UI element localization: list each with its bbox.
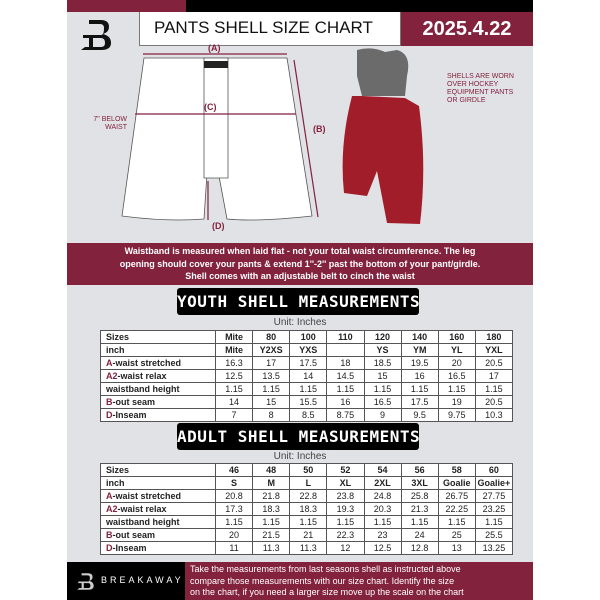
worn-over-note: SHELLS ARE WORN OVER HOCKEY EQUIPMENT PANTS OR GIRDLE: [447, 73, 514, 104]
table-cell: 1.15: [253, 383, 290, 396]
measurement-name: inch: [106, 477, 125, 488]
table-cell: YS: [364, 344, 401, 357]
table-cell: 16.3: [216, 357, 253, 370]
measurement-name: -waist relax: [117, 503, 167, 514]
table-cell: 15: [253, 396, 290, 409]
top-bar: [67, 0, 533, 12]
table-cell: 1.15: [216, 383, 253, 396]
table-cell: 17.3: [216, 503, 253, 516]
table-cell: 11: [216, 542, 253, 555]
table-cell: 1.15: [327, 516, 364, 529]
table-cell: L: [290, 477, 327, 490]
table-cell: 15: [364, 370, 401, 383]
table-cell: 18: [327, 357, 364, 370]
table-cell: 2XL: [364, 477, 401, 490]
table-cell: 18.5: [364, 357, 401, 370]
table-cell: 12.8: [401, 542, 438, 555]
table-row: [101, 529, 513, 542]
row-label: [101, 503, 216, 516]
measurement-code: B: [106, 396, 113, 407]
table-cell: 1.15: [475, 383, 512, 396]
table-cell: 52: [327, 464, 364, 477]
table-cell: 1.15: [401, 383, 438, 396]
table-cell: 56: [401, 464, 438, 477]
table-row: [101, 464, 513, 477]
measurement-name: inch: [106, 344, 125, 355]
adult-section-title: ADULT SHELL MEASUREMENTS: [177, 423, 419, 450]
table-cell: 20: [216, 529, 253, 542]
measurement-code: A: [106, 357, 113, 368]
table-cell: Y2XS: [253, 344, 290, 357]
table-row: [101, 344, 513, 357]
row-label: [101, 383, 216, 396]
table-cell: Mite: [216, 344, 253, 357]
table-cell: 13.5: [253, 370, 290, 383]
table-cell: 7: [216, 409, 253, 422]
table-cell: 46: [216, 464, 253, 477]
table-cell: 19.5: [401, 357, 438, 370]
table-cell: 9.75: [438, 409, 475, 422]
table-cell: 11.3: [290, 542, 327, 555]
table-cell: 21.5: [253, 529, 290, 542]
youth-size-table: [100, 330, 513, 422]
measurement-name: -waist stretched: [112, 357, 182, 368]
table-cell: 180: [475, 331, 512, 344]
row-label: [101, 396, 216, 409]
table-row: [101, 331, 513, 344]
table-cell: 9.5: [401, 409, 438, 422]
table-cell: 8.75: [327, 409, 364, 422]
table-cell: 1.15: [438, 383, 475, 396]
table-row: [101, 542, 513, 555]
footer: [67, 562, 533, 600]
table-cell: 16: [327, 396, 364, 409]
measurement-name: -Inseam: [112, 409, 147, 420]
footer-instructions: Take the measurements from last seasons shell as instructed above compare those measurements with our size chart. Identify the size on the chart, if you need a larger size move up the scale on the chart: [185, 562, 533, 600]
table-cell: 1.15: [253, 516, 290, 529]
row-label: [101, 409, 216, 422]
table-cell: M: [253, 477, 290, 490]
table-cell: 27.75: [475, 490, 512, 503]
measurement-name: -out seam: [112, 396, 156, 407]
table-cell: 22.25: [438, 503, 475, 516]
table-cell: YM: [401, 344, 438, 357]
table-cell: 12.5: [364, 542, 401, 555]
measurement-code: A2: [106, 370, 118, 381]
table-cell: 26.75: [438, 490, 475, 503]
table-cell: 60: [475, 464, 512, 477]
table-cell: 20.5: [475, 357, 512, 370]
youth-section-title: YOUTH SHELL MEASUREMENTS: [177, 288, 419, 315]
table-cell: 21.3: [401, 503, 438, 516]
table-cell: 58: [438, 464, 475, 477]
table-cell: 12: [327, 542, 364, 555]
table-cell: 21: [290, 529, 327, 542]
table-row: [101, 477, 513, 490]
table-cell: 140: [401, 331, 438, 344]
table-cell: 20.8: [216, 490, 253, 503]
table-cell: 15.5: [290, 396, 327, 409]
table-cell: YL: [438, 344, 475, 357]
table-cell: 110: [327, 331, 364, 344]
table-cell: YXL: [475, 344, 512, 357]
row-label: [101, 357, 216, 370]
table-cell: 21.8: [253, 490, 290, 503]
table-cell: Mite: [216, 331, 253, 344]
brand-logo-icon: [75, 571, 97, 593]
table-row: [101, 516, 513, 529]
table-cell: 17: [253, 357, 290, 370]
measurement-name: Sizes: [106, 331, 130, 342]
table-cell: 1.15: [216, 516, 253, 529]
table-row: [101, 409, 513, 422]
table-cell: 14.5: [327, 370, 364, 383]
table-cell: 1.15: [290, 516, 327, 529]
label-b: (B): [313, 124, 326, 134]
measurement-diagram: [67, 43, 533, 243]
table-cell: 1.15: [401, 516, 438, 529]
row-label: [101, 331, 216, 344]
table-cell: Goalie: [438, 477, 475, 490]
table-cell: 100: [290, 331, 327, 344]
table-cell: 22.3: [327, 529, 364, 542]
table-cell: 17.5: [290, 357, 327, 370]
hockey-shell-photo: [343, 48, 424, 224]
table-cell: 50: [290, 464, 327, 477]
measurement-name: waistband height: [106, 516, 180, 527]
table-cell: 160: [438, 331, 475, 344]
below-waist-note: 7" BELOW WAIST: [93, 116, 127, 131]
size-chart-page: [67, 0, 533, 600]
table-cell: 23.8: [327, 490, 364, 503]
measurement-code: D: [106, 542, 113, 553]
measuring-info-band: Waistband is measured when laid flat - not your total waist circumference. The leg opening should cover your pants & extend 1''-2'' past the bottom of your pant/girdle. Shell comes with an adjustable belt to cinch the waist: [67, 243, 533, 285]
table-cell: 22.8: [290, 490, 327, 503]
label-a: (A): [208, 43, 221, 53]
row-label: [101, 542, 216, 555]
table-cell: 25.5: [475, 529, 512, 542]
table-cell: 17.5: [401, 396, 438, 409]
table-cell: [327, 344, 364, 357]
youth-unit-label: Unit: Inches: [273, 317, 327, 328]
table-row: [101, 503, 513, 516]
table-cell: 16.5: [438, 370, 475, 383]
table-cell: 25.8: [401, 490, 438, 503]
table-cell: 19: [438, 396, 475, 409]
table-cell: 1.15: [438, 516, 475, 529]
measurement-name: -out seam: [112, 529, 156, 540]
row-label: [101, 477, 216, 490]
row-label: [101, 464, 216, 477]
table-cell: 8: [253, 409, 290, 422]
adult-unit-label: Unit: Inches: [273, 451, 327, 462]
table-cell: 120: [364, 331, 401, 344]
table-cell: 12.5: [216, 370, 253, 383]
row-label: [101, 344, 216, 357]
measurement-code: B: [106, 529, 113, 540]
table-cell: 14: [216, 396, 253, 409]
table-cell: S: [216, 477, 253, 490]
table-cell: 20.5: [475, 396, 512, 409]
table-cell: 11.3: [253, 542, 290, 555]
table-row: [101, 490, 513, 503]
footer-brand: [67, 562, 185, 600]
table-cell: 23.25: [475, 503, 512, 516]
table-cell: 20.3: [364, 503, 401, 516]
table-cell: 24.8: [364, 490, 401, 503]
measurement-name: -Inseam: [112, 542, 147, 553]
measurement-name: -waist stretched: [112, 490, 182, 501]
table-cell: 3XL: [401, 477, 438, 490]
label-d: (D): [212, 221, 225, 231]
adult-size-table: [100, 463, 513, 555]
table-cell: YXS: [290, 344, 327, 357]
label-c: (C): [204, 102, 217, 112]
table-cell: 1.15: [364, 516, 401, 529]
table-cell: 1.15: [475, 516, 512, 529]
table-cell: 48: [253, 464, 290, 477]
measurement-name: waistband height: [106, 383, 180, 394]
table-row: [101, 357, 513, 370]
table-cell: 1.15: [290, 383, 327, 396]
measurement-name: -waist relax: [117, 370, 167, 381]
table-cell: 9: [364, 409, 401, 422]
measurement-code: A: [106, 490, 113, 501]
measurement-name: Sizes: [106, 464, 130, 475]
table-cell: 18.3: [290, 503, 327, 516]
table-cell: 16.5: [364, 396, 401, 409]
table-cell: 54: [364, 464, 401, 477]
table-cell: 20: [438, 357, 475, 370]
table-row: [101, 383, 513, 396]
measurement-code: D: [106, 409, 113, 420]
table-cell: 19.3: [327, 503, 364, 516]
table-cell: 80: [253, 331, 290, 344]
table-cell: 1.15: [364, 383, 401, 396]
table-cell: 16: [401, 370, 438, 383]
table-cell: 23: [364, 529, 401, 542]
table-cell: 24: [401, 529, 438, 542]
measurement-code: A2: [106, 503, 118, 514]
table-cell: 14: [290, 370, 327, 383]
table-cell: Goalie+: [475, 477, 512, 490]
table-cell: 8.5: [290, 409, 327, 422]
footer-brand-name: BREAKAWAY: [101, 575, 184, 585]
table-cell: 17: [475, 370, 512, 383]
table-row: [101, 396, 513, 409]
table-cell: 18.3: [253, 503, 290, 516]
table-row: [101, 370, 513, 383]
table-cell: 13: [438, 542, 475, 555]
table-cell: 10.3: [475, 409, 512, 422]
row-label: [101, 490, 216, 503]
date-badge: 2025.4.22: [401, 12, 533, 46]
row-label: [101, 516, 216, 529]
table-cell: 13.25: [475, 542, 512, 555]
table-cell: 1.15: [327, 383, 364, 396]
table-cell: 25: [438, 529, 475, 542]
row-label: [101, 529, 216, 542]
row-label: [101, 370, 216, 383]
table-cell: XL: [327, 477, 364, 490]
page-title: PANTS SHELL SIZE CHART: [139, 12, 401, 46]
